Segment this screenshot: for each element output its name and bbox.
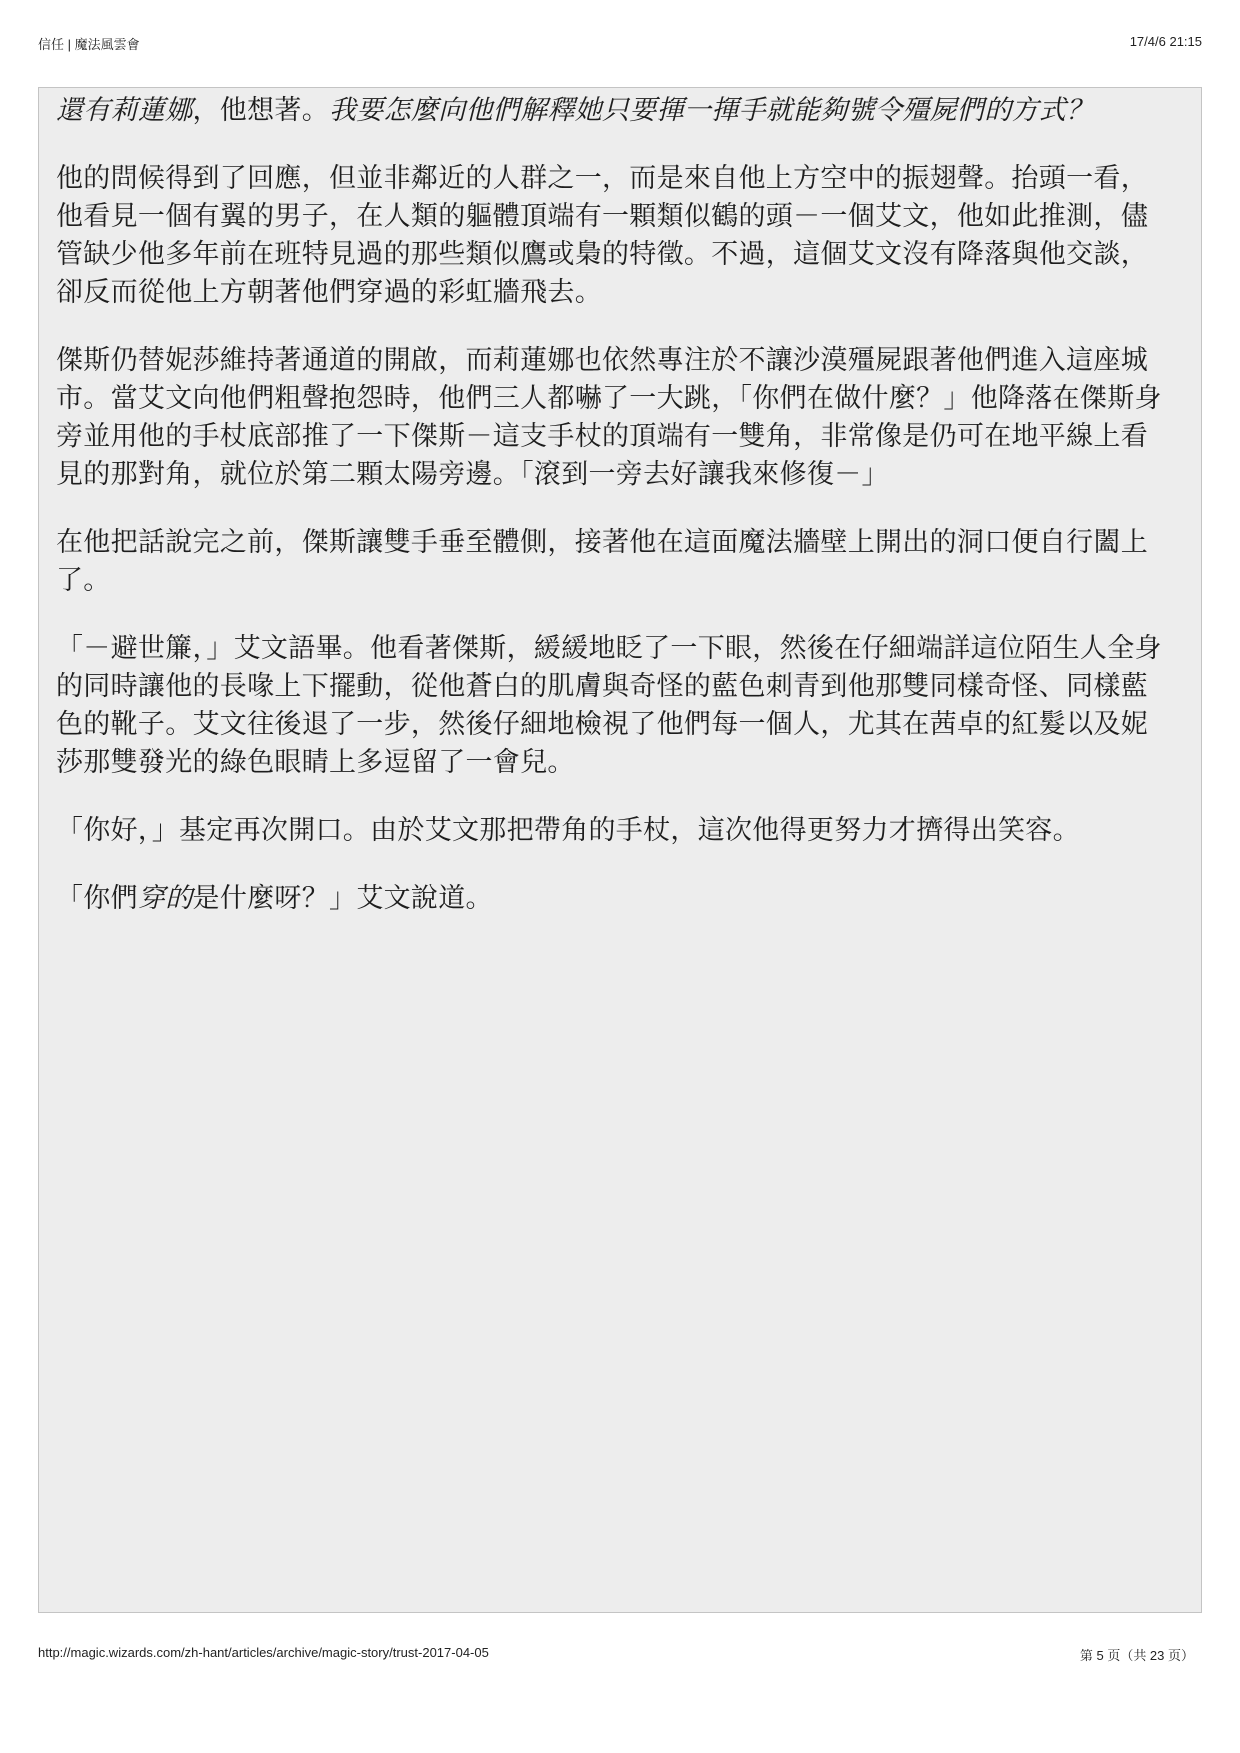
paragraph-4: 在他把話說完之前，傑斯讓雙手垂至體側，接著他在這面魔法牆壁上開出的洞口便自行闔上了。 (56, 527, 1148, 596)
paragraph-7-text-end: 是什麼呀？」艾文說道。 (192, 883, 493, 914)
print-timestamp: 17/4/6 21:15 (1129, 34, 1202, 49)
paragraph-1 (56, 92, 1171, 130)
paragraph-7-italic: 穿的 (137, 883, 193, 914)
article-content (38, 87, 1202, 1613)
paragraph-5: 「－避世簾，」艾文語畢。他看著傑斯，緩緩地眨了一下眼，然後在仔細端詳這位陌生人全身的同時讓他的長喙上下擺動，從他蒼白的肌膚與奇怪的藍色刺青到他那雙同樣奇怪、同樣藍色的靴子。艾文往後退了一步，然後仔細地檢視了他們每一個人，尤其在茜卓的紅髮以及妮莎那雙發光的綠色眼睛上多逗留了一會兒。 (56, 633, 1162, 778)
paragraph-1-italic-name: 還有莉蓮娜 (56, 95, 193, 126)
paragraph-7 (56, 880, 1171, 918)
page-url: http://magic.wizards.com/zh-hant/articles/archive/magic-story/trust-2017-04-05 (38, 1645, 489, 1660)
paragraph-1-italic-thought: 我要怎麼向他們解釋她只要揮一揮手就能夠號令殭屍們的方式？ (329, 95, 1094, 126)
paragraph-1-text: ，他想著。 (192, 95, 329, 126)
paragraph-3: 傑斯仍替妮莎維持著通道的開啟，而莉蓮娜也依然專注於不讓沙漠殭屍跟著他們進入這座城市。當艾文向他們粗聲抱怨時，他們三人都嚇了一大跳，「你們在做什麼？」他降落在傑斯身旁並用他的手杖底部推了一下傑斯－這支手杖的頂端有一雙角，非常像是仍可在地平線上看見的那對角，就位於第二顆太陽旁邊。「滾到一旁去好讓我來修復－」 (56, 345, 1162, 490)
paragraph-6: 「你好，」基定再次開口。由於艾文那把帶角的手杖，這次他得更努力才擠得出笑容。 (56, 815, 1080, 846)
page-footer (38, 1645, 1202, 1665)
paragraph-7-text-start: 「你們 (56, 883, 138, 914)
paragraph-2: 他的問候得到了回應，但並非鄰近的人群之一，而是來自他上方空中的振翅聲。抬頭一看，他看見一個有翼的男子，在人類的軀體頂端有一顆類似鶴的頭－一個艾文，他如此推測，儘管缺少他多年前在班特見過的那些類似鷹或梟的特徵。不過，這個艾文沒有降落與他交談，卻反而從他上方朝著他們穿過的彩虹牆飛去。 (56, 163, 1148, 308)
page-number: 第 5 页（共 23 页） (1079, 1648, 1194, 1663)
page-title: 信任 | 魔法風雲會 (38, 37, 140, 52)
page-header (38, 34, 1202, 54)
